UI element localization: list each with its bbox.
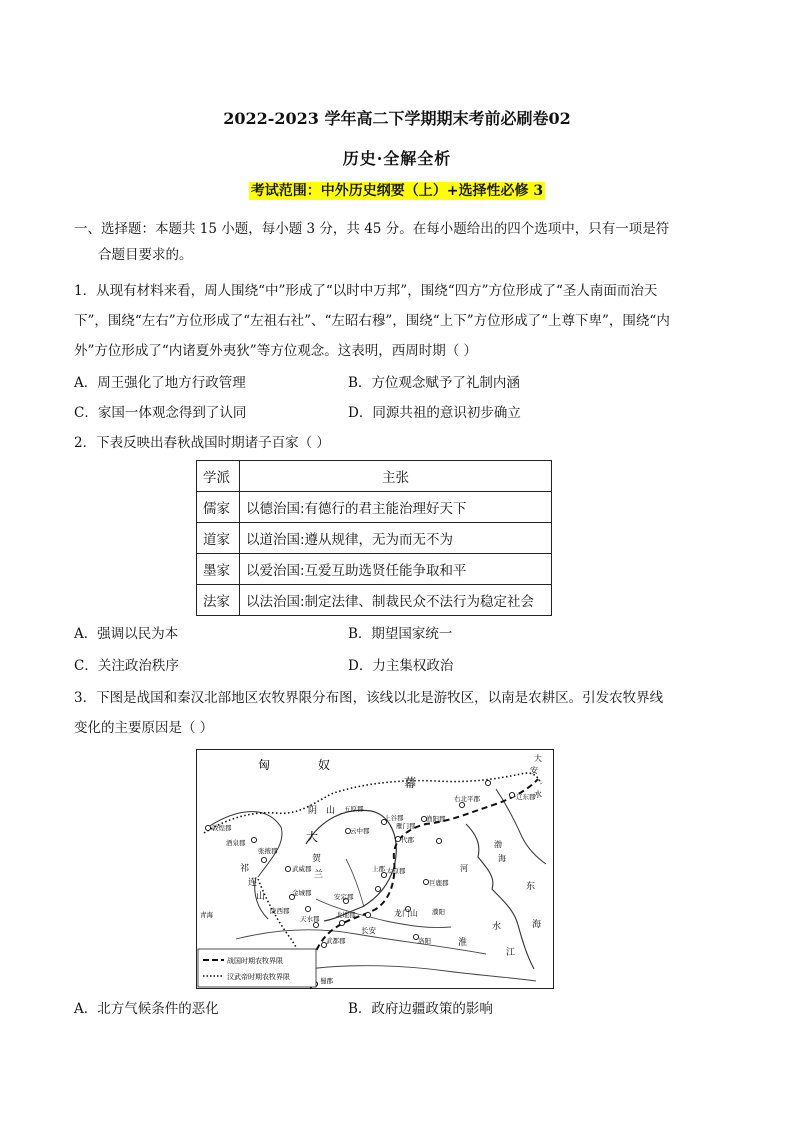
- city-marker: [339, 920, 344, 925]
- city-marker: [285, 866, 290, 871]
- city-marker: [423, 879, 428, 884]
- city-marker: [251, 837, 256, 842]
- map-label-shui-ne: 水: [534, 790, 542, 799]
- map-label-yinshan-2: 山: [326, 806, 336, 816]
- exam-scope-highlight: 考试范围：中外历史纲要（上）+选择性必修 3: [250, 183, 544, 199]
- q1-option-b[interactable]: B．方位观念赋予了礼制内涵: [348, 375, 520, 391]
- map-label-hai: 海: [498, 854, 506, 863]
- table-header-school: 学派: [197, 461, 240, 492]
- city-marker: [305, 906, 310, 911]
- q1-option-c[interactable]: C．家国一体观念得到了认同: [74, 405, 247, 421]
- table-header-row: [197, 461, 552, 492]
- map-label-luoyang: 洛阳: [418, 937, 431, 945]
- table-cell-school: 儒家: [197, 492, 240, 523]
- q3-option-b[interactable]: B．政府边疆政策的影响: [348, 1001, 493, 1017]
- city-marker: [375, 886, 380, 891]
- legend-warring-label: 战国时期农牧界限: [227, 957, 283, 965]
- map-label-he: 贺: [312, 854, 322, 864]
- section-instructions-line2: 合题目要求的。: [98, 247, 193, 263]
- city-marker: [395, 836, 400, 841]
- table-cell-school: 法家: [197, 585, 240, 616]
- map-label-shanggu: 上谷郡: [384, 814, 404, 822]
- map-label-youbeiping: 右北平郡: [454, 795, 480, 803]
- q2-option-c[interactable]: C．关注政治秩序: [74, 658, 179, 674]
- map-label-yanmen: 雁门郡: [396, 822, 416, 830]
- legend-box: [198, 949, 316, 987]
- exam-title: 2022-2023 学年高二下学期期末考前必刷卷02: [223, 109, 571, 128]
- section-instructions-line1: 一、选择题：本题共 15 小题，每小题 3 分，共 45 分。在每小题给出的四个选项中，只有一项是符: [74, 221, 670, 237]
- q1-stem-line2: 下”，围绕“左右”方位形成了“左祖右社”、“左昭右穆”，围绕“上下”方位形成了“上尊下卑”，围绕“内: [74, 313, 670, 329]
- map-label-lian: 连: [248, 878, 258, 888]
- table-row: [197, 554, 552, 585]
- map-legend: [198, 949, 316, 987]
- farming-nomad-boundary-map: [196, 749, 554, 989]
- map-label-qinghai: 青海: [200, 911, 213, 919]
- map-label-xiongnu-2: 奴: [318, 758, 331, 772]
- city-marker: [365, 912, 370, 917]
- city-marker: [313, 922, 318, 927]
- map-label-xiongnu-1: 匈: [258, 758, 271, 772]
- map-label-anding: 安定郡: [334, 893, 354, 901]
- exam-scope: [0, 180, 794, 200]
- q2-option-d[interactable]: D．力主集权政治: [348, 658, 454, 674]
- map-label-jiang: 江: [506, 948, 516, 958]
- q3-option-a[interactable]: A．北方气候条件的恶化: [74, 1001, 219, 1017]
- map-label-liaodong: 辽东郡: [516, 793, 536, 801]
- q1-stem-line3: 外”方位形成了“内诸夏外夷狄”等方位观念。这表明，西周时期（ ）: [74, 343, 477, 359]
- map-label-wuwei: 武威郡: [292, 865, 312, 873]
- map-label-mo: 幕: [404, 776, 417, 790]
- q1-option-d[interactable]: D．同源共祖的意识初步确立: [348, 405, 521, 421]
- map-label-qi: 祁: [240, 864, 250, 874]
- map-label-yuyang: 渔阳郡: [426, 815, 446, 823]
- city-marker: [205, 825, 210, 830]
- map-label-taiyuan: 太原郡: [386, 867, 406, 875]
- map-label-julu: 巨鹿郡: [429, 879, 449, 887]
- table-cell-claim: 以法治国:制定法律、制裁民众不法行为稳定社会: [240, 585, 552, 616]
- map-label-tianshui: 天水郡: [300, 915, 320, 923]
- map-label-huai: 淮: [458, 938, 468, 948]
- map-label-zhangye: 张掖郡: [258, 847, 278, 855]
- legend-han-label: 汉武帝时期农牧界限: [227, 973, 290, 981]
- map-label-lan: 兰: [314, 870, 324, 880]
- city-marker: [459, 802, 464, 807]
- map-label-daijun: 代郡: [401, 836, 414, 844]
- q1-option-a[interactable]: A．周王强化了地方行政管理: [74, 375, 246, 391]
- q2-option-b[interactable]: B．期望国家统一: [348, 626, 453, 642]
- map-label-shan: 山: [256, 892, 266, 902]
- table-row: [197, 492, 552, 523]
- map-label-longxi: 陇西郡: [270, 907, 290, 915]
- table-row: [197, 585, 552, 616]
- table-cell-claim: 以爱治国:互爱互助选贤任能争取和平: [240, 554, 552, 585]
- map-label-heshui: 河: [460, 864, 468, 873]
- map-label-yinshan-1: 阴: [308, 806, 318, 816]
- map-label-an: 安: [530, 766, 538, 775]
- map-label-da-desert: 大: [306, 830, 319, 844]
- table-cell-claim: 以德治国:有德行的君主能治理好天下: [240, 492, 552, 523]
- table-cell-school: 墨家: [197, 554, 240, 585]
- city-marker: [485, 780, 490, 785]
- map-label-puyang: 濮阳: [432, 908, 445, 916]
- map-label-jincheng: 金城郡: [292, 889, 312, 897]
- map-label-wudu: 武都郡: [326, 937, 346, 945]
- map-label-yunzhong: 云中郡: [350, 827, 370, 835]
- q1-stem-line1: 1．从现有材料来看，周人围绕“中”形成了“以时中万邦”，围绕“四方”方位形成了“圣人南面而治天: [74, 283, 658, 299]
- city-marker: [436, 838, 441, 843]
- map-label-wuyuan: 五原郡: [344, 805, 364, 813]
- map-label-jiuquan: 酒泉郡: [226, 839, 246, 847]
- table-cell-school: 道家: [197, 523, 240, 554]
- q3-stem-line2: 变化的主要原因是（ ）: [74, 720, 214, 736]
- q3-stem-line1: 3．下图是战国和秦汉北部地区农牧界限分布图，该线以北是游牧区，以南是农耕区。引发农牧界线: [74, 690, 664, 706]
- map-label-dunhuang: 敦煌郡: [212, 824, 232, 832]
- map-label-dong: 东: [526, 882, 536, 892]
- q2-stem: 2．下表反映出春秋战国时期诸子百家（ ）: [74, 435, 330, 451]
- schools-table: [196, 460, 552, 616]
- map-label-hai-2: 海: [532, 920, 542, 930]
- map-label-da: 大: [534, 754, 542, 763]
- map-label-changan: 长安: [361, 926, 376, 935]
- map-label-beidi: 北地郡: [336, 911, 356, 919]
- map-label-bo: 渤: [494, 840, 502, 849]
- table-row: [197, 523, 552, 554]
- exam-subtitle: 历史·全解全析: [342, 149, 452, 168]
- q2-option-a[interactable]: A．强调以民为本: [74, 626, 179, 642]
- map-label-shujun: 蜀郡: [320, 977, 333, 985]
- city-marker: [261, 857, 266, 862]
- map-label-shangjun: 上郡: [372, 865, 385, 873]
- table-cell-claim: 以道治国:遵从规律，无为而无不为: [240, 523, 552, 554]
- table-header-claim: 主张: [240, 461, 552, 492]
- map-label-longmen: 龙门山: [394, 909, 418, 918]
- city-marker: [509, 792, 514, 797]
- map-label-shui: 水: [492, 922, 502, 932]
